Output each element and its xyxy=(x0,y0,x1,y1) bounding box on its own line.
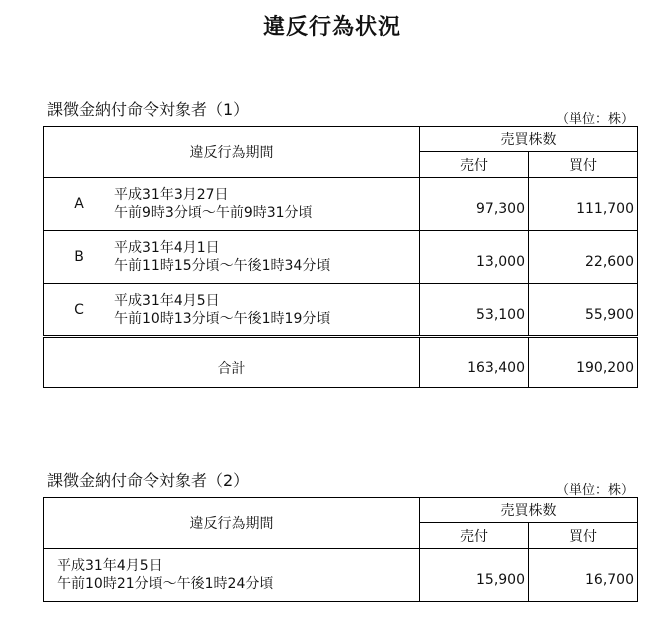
period-date: 平成31年4月5日 xyxy=(57,558,163,574)
row-label: C xyxy=(74,301,84,318)
period-time: 午前11時15分頃～午後1時34分頃 xyxy=(114,258,331,274)
section2-unit: （単位：株） xyxy=(555,483,634,498)
period-cell xyxy=(44,549,420,602)
row-label: A xyxy=(74,196,84,212)
buy-value: 22,600 xyxy=(529,231,638,284)
trading-shares-header: 売買株数 xyxy=(420,127,638,152)
section2-table xyxy=(43,497,638,602)
period-cell xyxy=(44,231,420,284)
sell-header: 売付 xyxy=(420,523,529,549)
buy-value: 55,900 xyxy=(529,284,638,337)
table-header-row xyxy=(44,498,638,523)
sell-value: 97,300 xyxy=(420,178,529,231)
period-time: 午前9時3分頃～午前9時31分頃 xyxy=(114,205,313,221)
row-label: B xyxy=(74,249,84,265)
section1-table xyxy=(43,126,638,388)
sell-value: 15,900 xyxy=(420,549,529,602)
period-cell xyxy=(44,178,420,231)
period-header: 違反行為期間 xyxy=(44,498,420,549)
total-row xyxy=(44,337,638,388)
trading-shares-header: 売買株数 xyxy=(420,498,638,523)
period-cell xyxy=(44,284,420,337)
period-date: 平成31年3月27日 xyxy=(114,187,229,203)
total-sell-value: 163,400 xyxy=(420,337,529,388)
period-date: 平成31年4月1日 xyxy=(114,240,220,256)
buy-value: 16,700 xyxy=(529,549,638,602)
table-row xyxy=(44,549,638,602)
total-label: 合計 xyxy=(44,337,420,388)
table-row xyxy=(44,178,638,231)
period-time: 午前10時21分頃～午後1時24分頃 xyxy=(57,576,274,592)
page-title: 違反行為状況 xyxy=(262,15,401,40)
period-date: 平成31年4月5日 xyxy=(114,292,220,309)
section2-heading: 課徴金納付命令対象者（2） xyxy=(47,471,250,490)
sell-header: 売付 xyxy=(420,152,529,178)
period-time: 午前10時13分頃～午後1時19分頃 xyxy=(114,310,331,327)
sell-value: 13,000 xyxy=(420,231,529,284)
section1-heading: 課徴金納付命令対象者（1） xyxy=(47,100,250,119)
buy-value: 111,700 xyxy=(529,178,638,231)
buy-header: 買付 xyxy=(529,152,638,178)
total-buy-value: 190,200 xyxy=(529,337,638,388)
table-row xyxy=(44,231,638,284)
table-row xyxy=(44,284,638,337)
table-header-row xyxy=(44,127,638,152)
period-header: 違反行為期間 xyxy=(44,127,420,178)
section1-unit: （単位：株） xyxy=(555,112,634,127)
sell-value: 53,100 xyxy=(420,284,529,337)
buy-header: 買付 xyxy=(529,523,638,549)
